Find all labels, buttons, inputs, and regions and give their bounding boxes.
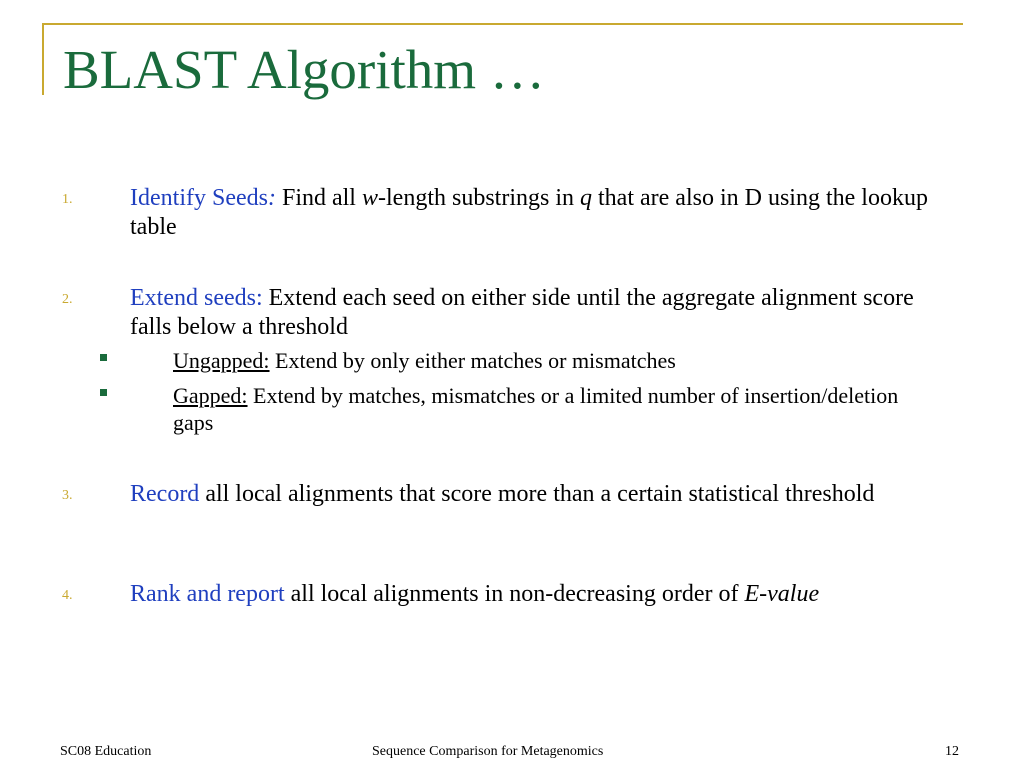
item-text: all local alignments in non-decreasing order of: [290, 581, 739, 607]
footer-center: Sequence Comparison for Metagenomics: [372, 744, 604, 759]
item-keyword: Record: [130, 481, 200, 507]
item-text-part: Find all: [281, 185, 362, 211]
sub-item-label: Ungapped:: [173, 348, 270, 373]
item-text: all local alignments that score more than a certain statistical threshold: [205, 481, 875, 507]
sub-item-body: Extend by only either matches or mismatches: [275, 348, 676, 373]
list-number: 2.: [62, 292, 73, 307]
footer-left: SC08 Education: [60, 744, 152, 759]
list-item-text: [130, 480, 950, 509]
list-item-text: [130, 184, 950, 242]
sub-item-text: [173, 382, 933, 436]
square-bullet-icon: [100, 389, 107, 396]
item-keyword: Extend seeds:: [130, 285, 263, 311]
item-text-part: -length substrings in: [378, 185, 580, 211]
item-emphasis: E-value: [744, 581, 820, 607]
item-text-part: that are also in D using the lookup table: [130, 185, 928, 240]
item-text: Extend each seed on either side until the aggregate alignment score falls below a threshold: [130, 285, 914, 340]
list-number: 4.: [62, 588, 73, 603]
item-keyword: Rank and report: [130, 581, 285, 607]
list-number: 1.: [62, 192, 73, 207]
title-frame-left-line: [42, 23, 44, 95]
list-item-text: [130, 284, 950, 342]
slide-title: BLAST Algorithm …: [63, 39, 545, 100]
list-number: 3.: [62, 488, 73, 503]
list-item-text: [130, 580, 950, 609]
sub-item-label: Gapped:: [173, 383, 248, 408]
item-keyword: Identify Seeds: [130, 185, 268, 211]
square-bullet-icon: [100, 354, 107, 361]
item-text-var-q: q: [580, 185, 592, 211]
item-text-var-w: w: [361, 185, 378, 211]
title-frame-top-line: [42, 23, 963, 25]
sub-item-text: [173, 347, 933, 374]
item-keyword-colon: :: [267, 185, 276, 211]
sub-item-body: Extend by matches, mismatches or a limited number of insertion/deletion gaps: [173, 383, 899, 435]
page-number: 12: [945, 744, 959, 759]
